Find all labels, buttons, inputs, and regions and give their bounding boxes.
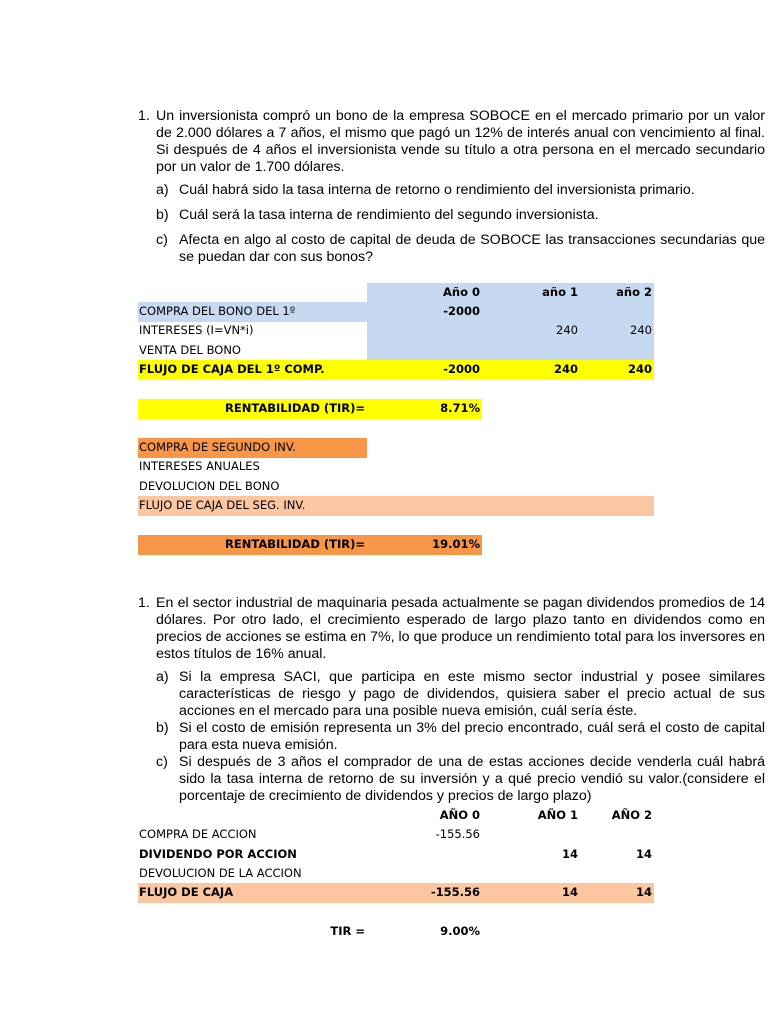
item-letter: c) (156, 754, 168, 770)
cell-value: -2000 (443, 304, 480, 318)
item-letter: a) (156, 669, 169, 685)
row-shade (367, 341, 654, 361)
problem-1-number: 1. (138, 108, 150, 124)
problem-2-item-b (156, 720, 765, 754)
problem-1-item-c (156, 232, 765, 266)
row-label-annual-interest: INTERESES ANUALES (139, 459, 260, 473)
item-text: Si después de 3 años el comprador de una de estas acciones decide venderla cuál habrá sido la tasa interna de retorno de su inversión y a qué precio vendió su valor.(considere el porcentaje de crecimiento de dividendos y precios de largo plazo) (179, 754, 765, 804)
cell-value: 240 (627, 362, 652, 376)
problem-2-number: 1. (138, 595, 150, 611)
problem-2-item-c (156, 754, 765, 805)
row-label-cashflow: FLUJO DE CAJA (139, 885, 234, 899)
item-letter: a) (156, 182, 169, 198)
cell-value: 240 (630, 323, 652, 337)
item-text: Afecta en algo al costo de capital de deuda de SOBOCE las transacciones secundarias que se puedan dar con sus bonos? (179, 232, 765, 265)
problem-1-item-a (156, 182, 765, 199)
col-header-year-0: Año 0 (443, 285, 480, 299)
cell-value: -2000 (443, 362, 480, 376)
row-label-bond-purchase: COMPRA DEL BONO DEL 1º (139, 304, 296, 318)
tir2-label: RENTABILIDAD (TIR)= (225, 537, 365, 551)
row-label-interest: INTERESES (I=VN*i) (139, 323, 254, 337)
item-letter: c) (156, 232, 168, 248)
row-label-bond-return: DEVOLUCION DEL BONO (139, 479, 280, 493)
cell-value: 14 (561, 885, 578, 899)
col-header-year-1: año 1 (542, 285, 578, 299)
item-letter: b) (156, 720, 169, 736)
tir-value: 9.00% (440, 924, 480, 938)
cell-value: 14 (635, 847, 652, 861)
problem-1-statement: Un inversionista compró un bono de la empresa SOBOCE en el mercado primario por un valor de 2.000 dólares a 7 años, el mismo que pagó un 12% de interés anual con vencimiento al final. Si después de 4 años el inversionista vende su título a otra persona en el mercado secundario por un valor de 1.700 dólares. (156, 108, 765, 175)
problem-1 (138, 108, 765, 266)
tir-label: TIR = (330, 924, 365, 938)
problem-2-item-a (156, 669, 765, 720)
col-header-year-2: AÑO 2 (611, 808, 652, 822)
problem-2 (138, 595, 765, 805)
item-text: Cuál habrá sido la tasa interna de retorno o rendimiento del inversionista primario. (179, 182, 695, 198)
row-label-dividend: DIVIDENDO POR ACCION (139, 847, 297, 861)
cell-value: -155.56 (435, 827, 480, 841)
row-label-cashflow-first-buyer: FLUJO DE CAJA DEL 1º COMP. (139, 362, 325, 376)
item-text: Si la empresa SACI, que participa en este mismo sector industrial y posee similares características de riesgo y pago de dividendos, quisiera saber el precio actual de sus acciones en el mercado para una posible nueva emisión, cuál sería éste. (179, 669, 765, 719)
problem-2-statement: En el sector industrial de maquinaria pesada actualmente se pagan dividendos promedios de 14 dólares. Por otro lado, el crecimiento esperado de largo plazo tanto en dividendos como en precios de acciones se estima en 7%, lo que produce un rendimiento total para los inversores en estos títulos de 16% anual. (156, 595, 765, 662)
tir2-value: 19.01% (432, 537, 480, 551)
col-header-year-0: AÑO 0 (439, 808, 480, 822)
tir-label: RENTABILIDAD (TIR)= (225, 401, 365, 415)
item-text: Cuál será la tasa interna de rendimiento del segundo inversionista. (179, 207, 599, 223)
cell-value: -155.56 (430, 885, 480, 899)
row-label-stock-purchase: COMPRA DE ACCION (139, 827, 257, 841)
item-text: Si el costo de emisión representa un 3% del precio encontrado, cuál será el costo de capital para esta nueva emisión. (179, 720, 765, 753)
cell-value: 240 (553, 362, 578, 376)
col-header-year-1: AÑO 1 (537, 808, 578, 822)
row-label-stock-return: DEVOLUCION DE LA ACCION (139, 866, 302, 880)
cell-value: 14 (635, 885, 652, 899)
problem-1-item-b (156, 207, 765, 224)
cell-value: 240 (556, 323, 578, 337)
tir-value: 8.71% (440, 401, 480, 415)
cell-value: 14 (561, 847, 578, 861)
item-letter: b) (156, 207, 169, 223)
row-label-bond-sale: VENTA DEL BONO (139, 343, 241, 357)
col-header-year-2: año 2 (616, 285, 652, 299)
row-label-cashflow-second-investor: FLUJO DE CAJA DEL SEG. INV. (139, 498, 306, 512)
row-label-second-purchase: COMPRA DE SEGUNDO INV. (138, 438, 367, 458)
